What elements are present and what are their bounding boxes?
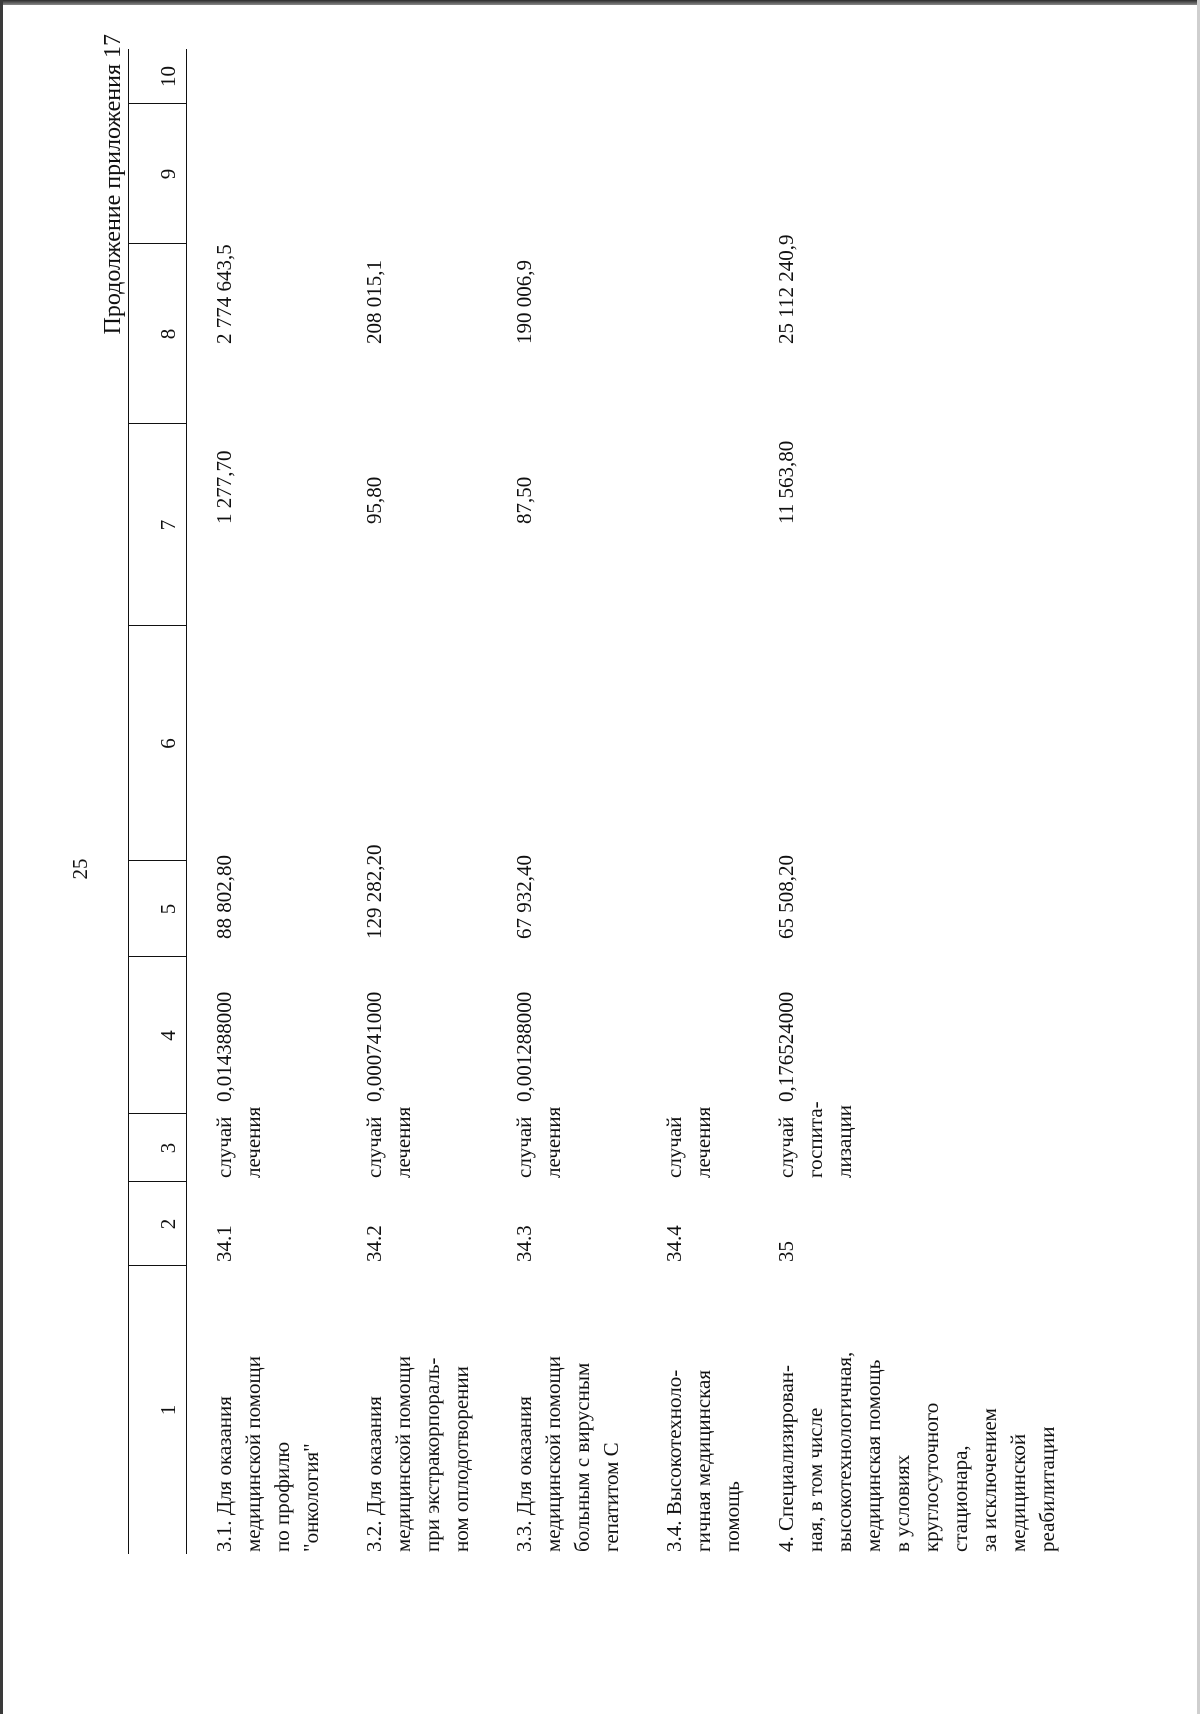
row-unit-line: лечения	[691, 1106, 715, 1178]
continuation-caption: Продолжение приложения 17	[100, 34, 126, 335]
row-name-cell	[510, 1287, 626, 1552]
row-name-cell	[772, 1287, 1062, 1552]
row-col9-cell: 25 112 240,9	[774, 234, 798, 344]
row-unit-line: случай	[774, 1116, 798, 1178]
row-col4-cell: 0,014388000	[212, 991, 236, 1102]
row-name-line: медицинская помощь	[861, 1359, 885, 1552]
row-code-cell: 34.1	[212, 1225, 236, 1262]
row-code-cell: 34.4	[662, 1225, 686, 1262]
row-unit-line: случай	[362, 1116, 386, 1178]
page-number: 25	[68, 858, 92, 880]
row-unit-line: лизации	[832, 1104, 856, 1178]
row-col9-cell: 208 015,1	[362, 260, 386, 344]
row-name-line: гичная медицинская	[691, 1369, 715, 1552]
row-unit-line: лечения	[391, 1106, 415, 1178]
row-name-line: за исключением	[977, 1408, 1001, 1552]
row-col7-cell: 1 277,70	[212, 450, 236, 524]
row-unit-line: лечения	[541, 1106, 565, 1178]
row-name-cell	[360, 1287, 476, 1552]
row-name-line: медицинской помощи	[391, 1356, 415, 1552]
row-name-line: 3.3. Для оказания	[512, 1396, 536, 1552]
row-col5-cell: 88 802,80	[212, 855, 236, 939]
row-name-line: стационара,	[948, 1445, 972, 1552]
row-name-cell	[660, 1287, 747, 1552]
row-name-line: в условиях	[890, 1454, 914, 1552]
row-unit-line: лечения	[241, 1106, 265, 1178]
row-col9-cell: 2 774 643,5	[212, 244, 236, 344]
row-name-line: гепатитом С	[599, 1442, 623, 1552]
row-name-line: медицинской помощи	[541, 1356, 565, 1552]
column-number-2: 2	[156, 1218, 180, 1230]
row-name-line: медицинской помощи	[241, 1356, 265, 1552]
row-unit-line: случай	[212, 1116, 236, 1178]
row-name-line: 4. Специализирован-	[774, 1365, 798, 1552]
row-name-line: высокотехнологичная,	[832, 1351, 856, 1552]
column-number-9: 9	[156, 168, 180, 180]
row-unit-line: случай	[662, 1116, 686, 1178]
row-col4-cell: 0,000741000	[362, 991, 386, 1102]
row-name-line: 3.1. Для оказания	[212, 1396, 236, 1552]
row-name-line: ном оплодотворении	[449, 1366, 473, 1552]
row-name-line: 3.2. Для оказания	[362, 1396, 386, 1552]
row-unit-cell	[660, 1088, 718, 1178]
row-name-line: реабилитации	[1035, 1426, 1059, 1552]
row-name-line: больным с вирусным	[570, 1362, 594, 1552]
column-number-6: 6	[156, 738, 180, 749]
column-number-7: 7	[156, 519, 180, 531]
row-col7-cell: 95,80	[362, 476, 386, 524]
row-unit-line: случай	[512, 1116, 536, 1178]
table-header-bottom-rule	[186, 49, 187, 1554]
row-col4-cell: 0,001288000	[512, 991, 536, 1102]
row-name-line: "онкология"	[299, 1443, 323, 1552]
row-col5-cell: 129 282,20	[362, 844, 386, 939]
row-col9-cell: 190 006,9	[512, 260, 536, 344]
column-number-10: 10	[156, 66, 180, 87]
row-code-cell: 35	[774, 1241, 798, 1262]
row-name-line: при экстракорпораль-	[420, 1357, 444, 1552]
row-col5-cell: 65 508,20	[774, 855, 798, 939]
row-code-cell: 34.3	[512, 1225, 536, 1262]
column-number-4: 4	[156, 1030, 180, 1041]
row-name-line: по профилю	[270, 1441, 294, 1552]
row-unit-line: госпита-	[803, 1101, 827, 1178]
row-col7-cell: 11 563,80	[774, 440, 798, 524]
column-number-1: 1	[156, 1404, 180, 1416]
table-header-top-rule	[128, 49, 129, 1554]
row-name-line: медицинской	[1006, 1433, 1030, 1552]
row-col7-cell: 87,50	[512, 476, 536, 524]
column-number-5: 5	[156, 903, 180, 915]
row-code-cell: 34.2	[362, 1225, 386, 1262]
column-number-3: 3	[156, 1142, 180, 1154]
row-name-line: ная, в том числе	[803, 1407, 827, 1552]
row-name-cell	[210, 1287, 326, 1552]
row-name-line: 3.4. Высокотехноло-	[662, 1369, 686, 1552]
row-col4-cell: 0,176524000	[774, 991, 798, 1102]
row-col5-cell: 67 932,40	[512, 855, 536, 939]
column-number-8: 8	[156, 328, 180, 340]
row-name-line: круглосуточного	[919, 1402, 943, 1552]
row-name-line: помощь	[720, 1481, 744, 1552]
